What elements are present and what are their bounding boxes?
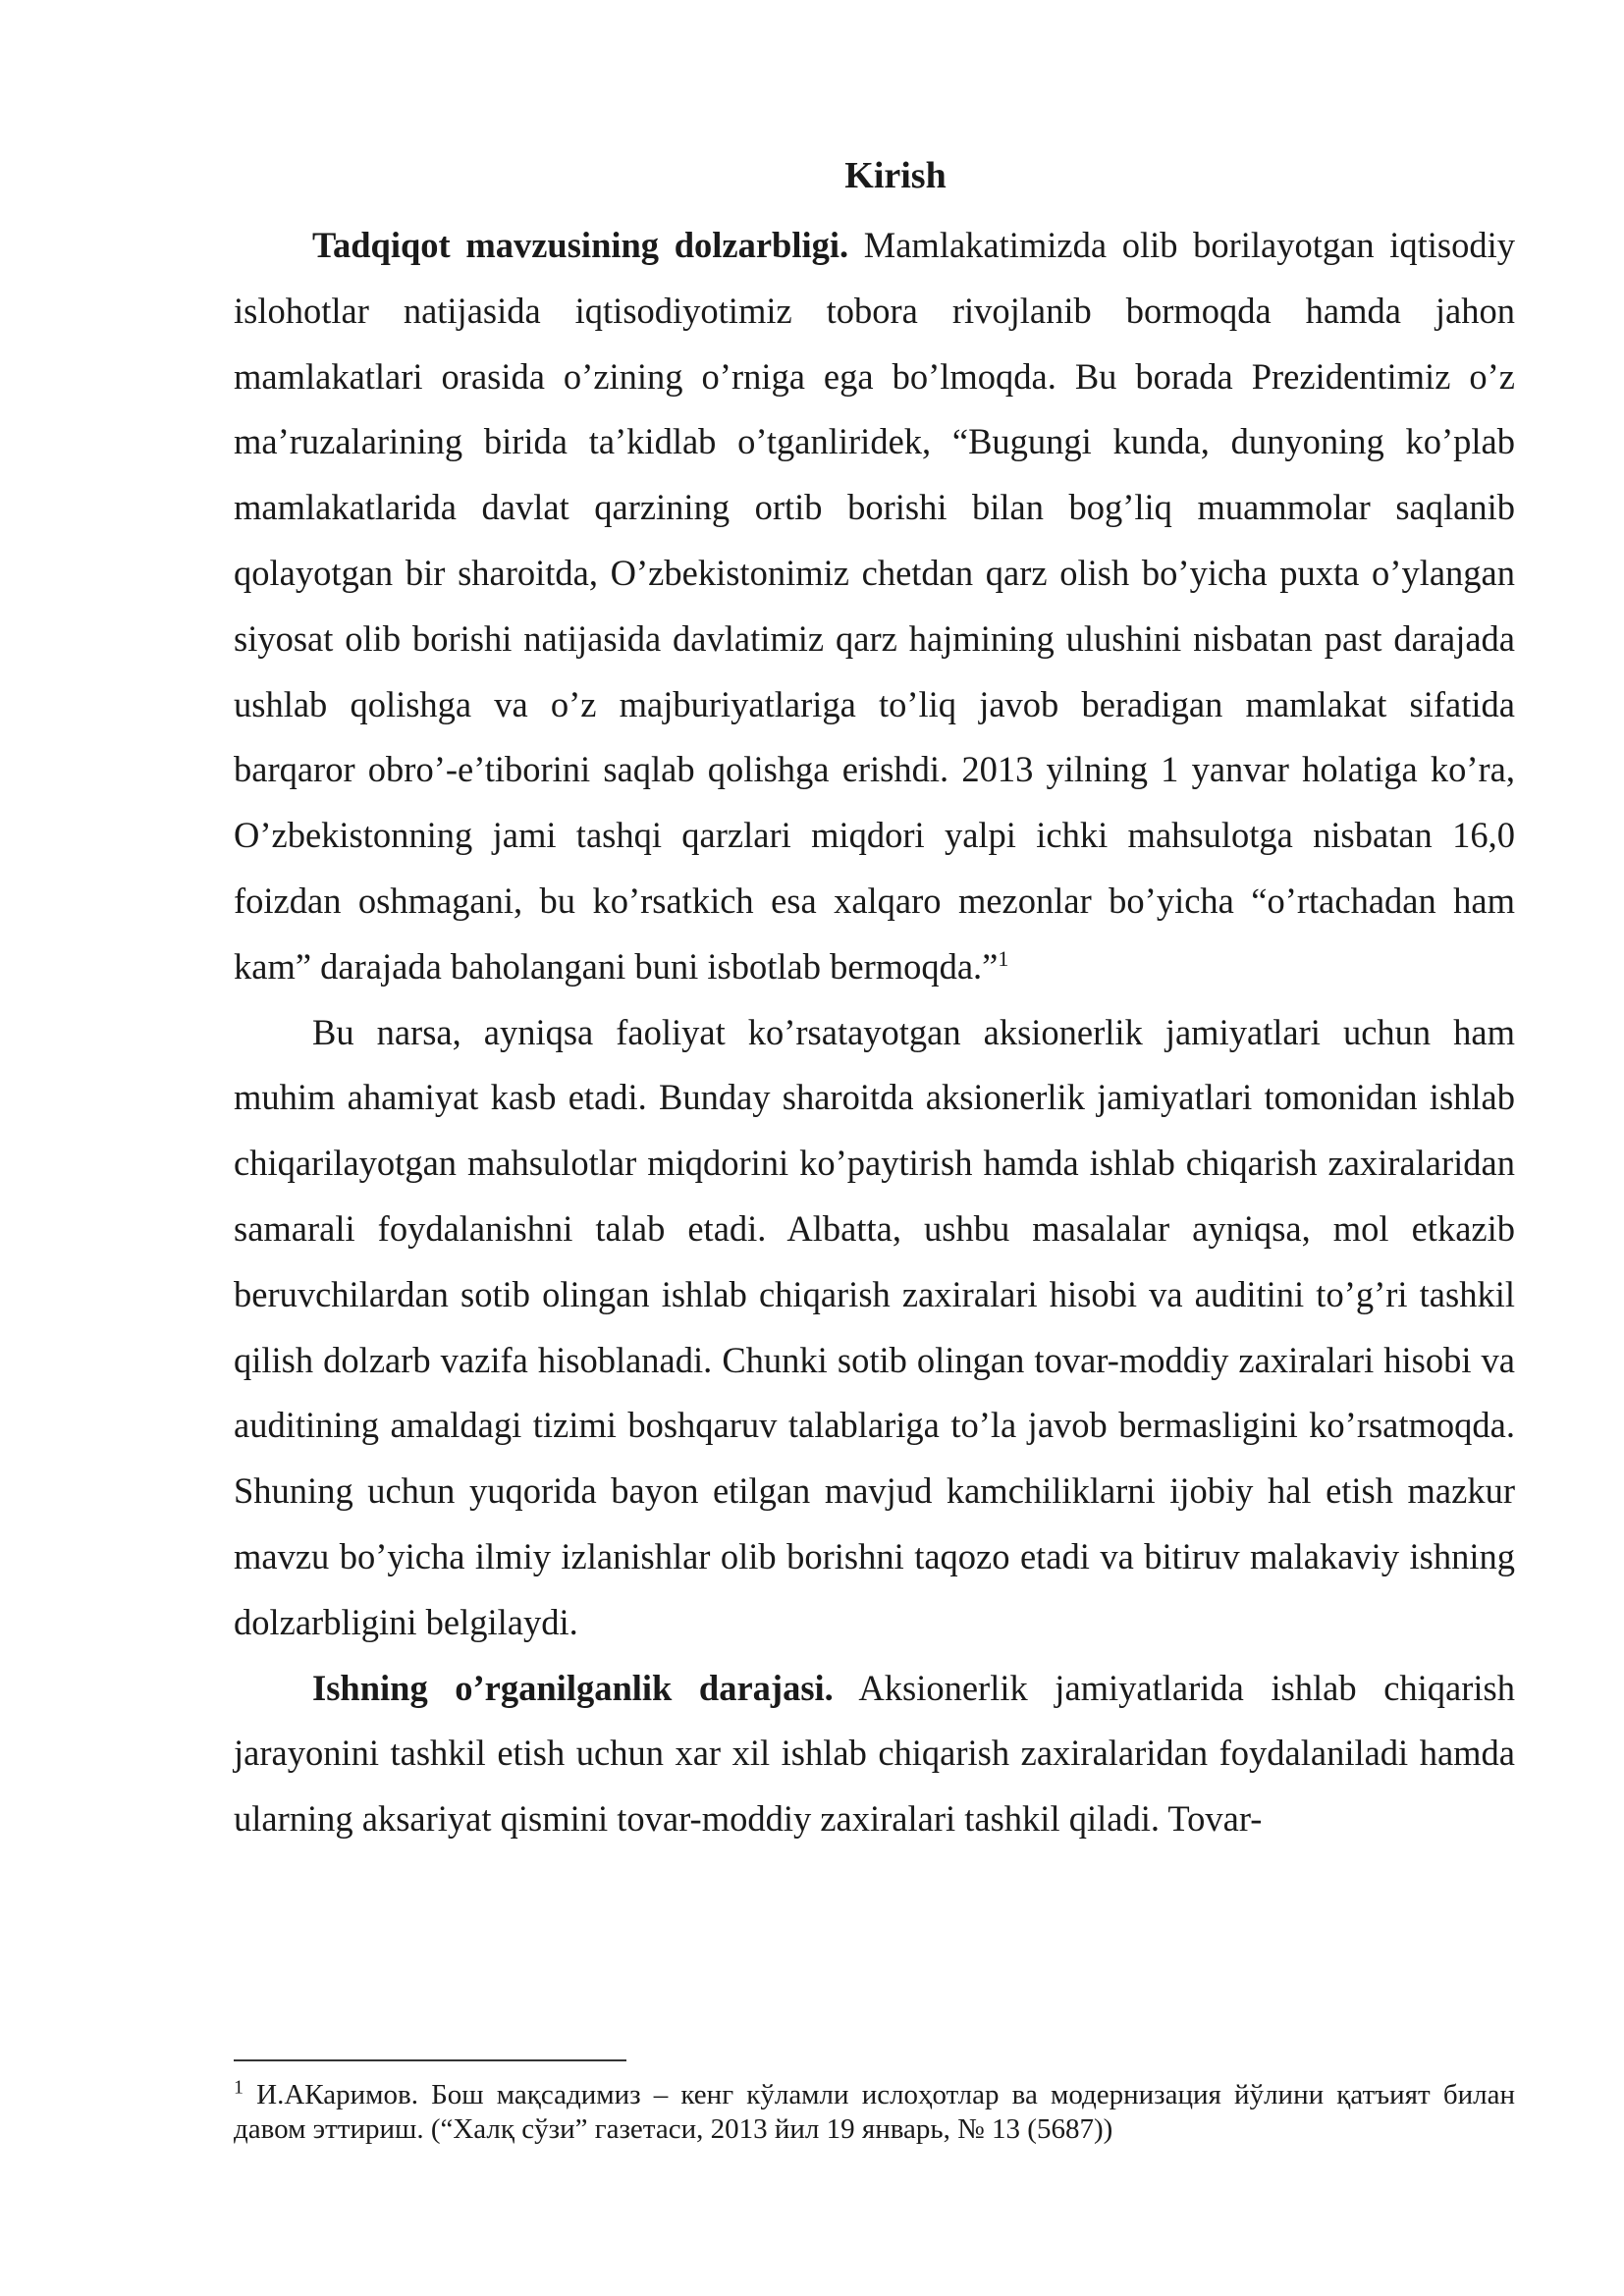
footnote-separator	[234, 2059, 626, 2061]
paragraph-lead: Ishning o’rganilganlik darajasi.	[312, 1667, 834, 1708]
page-title: Kirish	[844, 155, 947, 196]
footnote	[234, 2078, 1515, 2147]
footnote-reference[interactable]: 1	[998, 945, 1009, 971]
paragraph-study-degree	[234, 1656, 1515, 1852]
paragraph-relevance	[234, 213, 1515, 1000]
footnote-number: 1	[234, 2076, 244, 2099]
paragraph-text: Aksionerlik jamiyatlarida ishlab chiqarish jarayonini tashkil etish uchun xar xil ishlab chiqarish zaxiralaridan foydalaniladi hamda ularning aksariyat qismini tovar-moddiy zaxiralari tashkil qiladi. Tovar-	[234, 1667, 1516, 1840]
paragraph-text: Bu narsa, ayniqsa faoliyat ko’rsatayotgan aksionerlik jamiyatlari uchun ham muhim ahamiyat kasb etadi. Bunday sharoitda aksionerlik jamiyatlari tomonidan ishlab chiqarilayotgan mahsulotlar miqdorini ko’paytirish hamda ishlab chiqarish zaxiralaridan samarali foydalanishni talab etadi. Albatta, ushbu masalalar ayniqsa, mol etkazib beruvchilardan sotib olingan ishlab chiqarish zaxiralari hisobi va auditini to’g’ri tashkil qilish dolzarb vazifa hisoblanadi. Chunki sotib olingan tovar-moddiy zaxiralari hisobi va auditining amaldagi tizimi boshqaruv talablariga to’la javob bermasligini ko’rsatmoqda. Shuning uchun yuqorida bayon etilgan mavjud kamchiliklarni ijobiy hal etish mazkur mavzu bo’yicha ilmiy izlanishlar olib borishni taqozo etadi va bitiruv malakaviy ishning dolzarbligini belgilaydi.	[234, 1011, 1515, 1642]
footnote-text: И.АКаримов. Бош мақсадимиз – кенг кўламли ислоҳотлар ва модернизация йўлини қатъият билан давом эттириш. (“Халқ сўзи” газетаси, 2013 йил 19 январь, № 13 (5687))	[234, 2079, 1515, 2145]
paragraph-lead: Tadqiqot mavzusining dolzarbligi.	[312, 225, 849, 265]
body-text	[234, 213, 1515, 1852]
paragraph-importance	[234, 1000, 1515, 1656]
paragraph-text: Mamlakatimizda olib borilayotgan iqtisodiy islohotlar natijasida iqtisodiyotimiz tobora rivojlanib bormoqda hamda jahon mamlakatlari orasida o’zining o’rniga ega bo’lmoqda. Bu borada Prezidentimiz o’z ma’ruzalarining birida ta’kidlab o’tganliridek, “Bugungi kunda, dunyoning ko’plab mamlakatlarida davlat qarzining ortib borishi bilan bog’liq muammolar saqlanib qolayotgan bir sharoitda, O’zbekistonimiz chetdan qarz olish bo’yicha puxta o’ylangan siyosat olib borishi natijasida davlatimiz qarz hajmining ulushini nisbatan past darajada ushlab qolishga va o’z majburiyatlariga to’liq javob beradigan mamlakat sifatida barqaror obro’-e’tiborini saqlab qolishga erishdi. 2013 yilning 1 yanvar holatiga ko’ra, O’zbekistonning jami tashqi qarzlari miqdori yalpi ichki mahsulotga nisbatan 16,0 foizdan oshmagani, bu ko’rsatkich esa xalqaro mezonlar bo’yicha “o’rtachadan ham kam” darajada baholangani buni isbotlab bermoqda.”	[234, 225, 1515, 987]
